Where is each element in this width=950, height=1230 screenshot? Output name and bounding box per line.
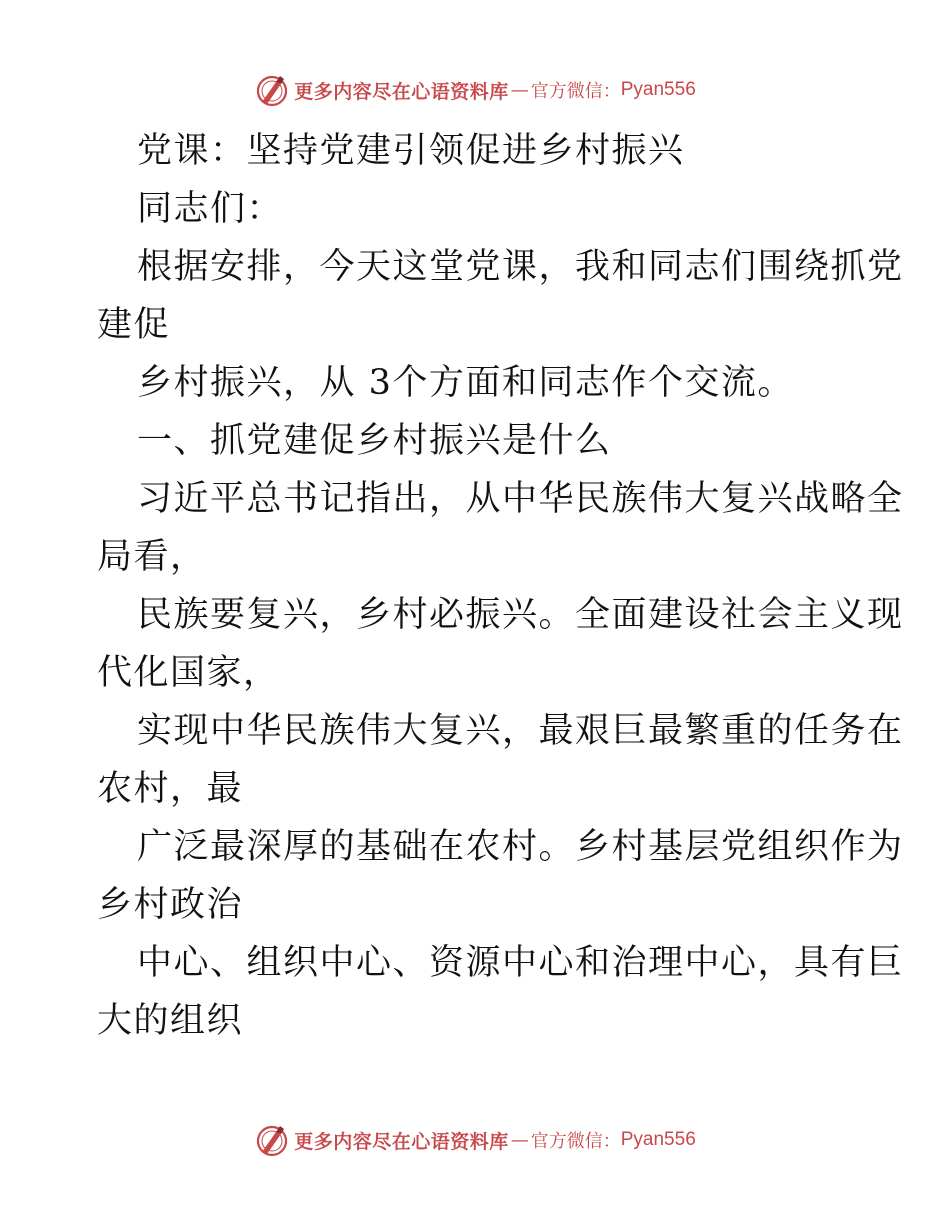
banner-dash: — <box>510 1129 529 1151</box>
document-body <box>97 122 904 1050</box>
banner-contact-id: Pyan556 <box>620 1129 696 1150</box>
paragraph-line: 乡村政治 <box>97 885 244 925</box>
banner-contact-id: Pyan556 <box>620 79 696 100</box>
paragraph-line: 建促 <box>97 305 171 345</box>
document-title: 党课：坚持党建引领促进乡村振兴 <box>137 131 685 171</box>
pen-logo-icon <box>254 1122 290 1158</box>
pen-logo-icon <box>254 72 290 108</box>
banner-dash: — <box>510 79 529 101</box>
paragraph-line: 大的组织 <box>97 1001 244 1041</box>
paragraph-line: 中心、组织中心、资源中心和治理中心，具有巨 <box>137 943 904 983</box>
paragraph-line: 局看， <box>97 537 207 577</box>
banner-brand-text: 更多内容尽在心语资料库 <box>294 80 509 103</box>
section-heading: 一、抓党建促乡村振兴是什么 <box>137 421 612 461</box>
paragraph-line: 乡村振兴，从 3个方面和同志作个交流。 <box>137 363 794 403</box>
header-banner <box>0 70 950 110</box>
paragraph-line: 农村，最 <box>97 769 244 809</box>
footer-banner <box>0 1120 950 1160</box>
paragraph-line: 习近平总书记指出，从中华民族伟大复兴战略全 <box>137 479 904 519</box>
banner-contact-label: 官方微信： <box>530 1131 621 1152</box>
paragraph-line: 实现中华民族伟大复兴，最艰巨最繁重的任务在 <box>137 711 904 751</box>
paragraph-line: 代化国家， <box>97 653 280 693</box>
paragraph-line: 民族要复兴，乡村必振兴。全面建设社会主义现 <box>137 595 904 635</box>
greeting: 同志们： <box>137 189 284 229</box>
banner-brand-text: 更多内容尽在心语资料库 <box>294 1130 509 1153</box>
paragraph-line: 根据安排，今天这堂党课，我和同志们围绕抓党 <box>137 247 904 287</box>
paragraph-line: 广泛最深厚的基础在农村。乡村基层党组织作为 <box>137 827 904 867</box>
banner-contact-label: 官方微信： <box>530 81 621 102</box>
